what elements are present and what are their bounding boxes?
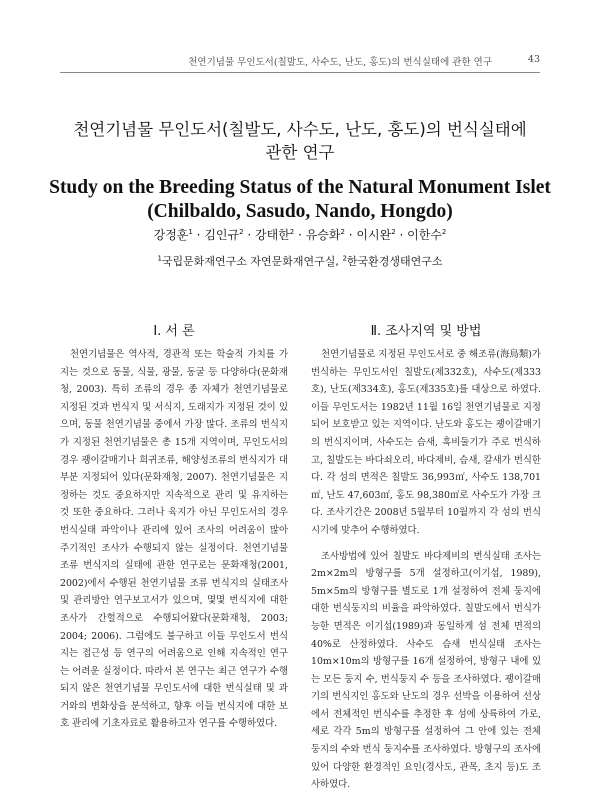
column-left bbox=[60, 346, 288, 733]
author-mark: 2 bbox=[239, 228, 244, 236]
title-english bbox=[30, 176, 570, 224]
running-title: 천연기념물 무인도서(칠발도, 사수도, 난도, 홍도)의 번식실태에 관한 연구 bbox=[188, 57, 492, 68]
author-name: 강정훈 bbox=[153, 228, 189, 242]
author-mark: 2 bbox=[340, 228, 345, 236]
body-paragraph: 조사방법에 있어 칠발도 바다제비의 번식실태 조사는 2m×2m의 방형구를 5개 설정하고(이기섭, 1989), 5m×5m의 방형구를 별도로 1개 설정하여 전체 둥지에 대한 번식둥지의 비율을 파악하였다. 칠발도에서 번식가능한 면적은 이기섭(1989)과 동일하게 섬 전체 면적의 40%로 산정하였다. 사수도 슴새 번식실태 조사는 10m×10m의 방형구를 16개 설정하여, 방형구 내에 있는 모든 둥지 수, 번식둥지 수 등을 조사하였다. 괭이갈매기의 번식지인 홍도와 난도의 경우 선박을 이용하여 선상에서 전체적인 번식수를 추정한 후 섬에 상륙하여 가로, 세로 각각 5m의 방형구를 설정하여 그 안에 있는 전체 둥지의 수와 번식 둥지수를 조사하였다. 방형구의 조사에 있어 다양한 환경적인 요인(경사도, 관목, 초지 등)도 조사하였다. bbox=[311, 550, 541, 791]
author-mark: 1 bbox=[188, 228, 193, 236]
title-korean-line2: 관한 연구 bbox=[265, 143, 335, 162]
title-korean-line1: 천연기념물 무인도서(칠발도, 사수도, 난도, 홍도)의 번식실태에 bbox=[73, 120, 527, 139]
page-number: 43 bbox=[527, 54, 540, 65]
column-right bbox=[311, 346, 541, 794]
author-separator: · bbox=[294, 228, 306, 242]
title-korean bbox=[40, 118, 560, 164]
author-separator: · bbox=[192, 228, 205, 242]
title-english-line1: Study on the Breeding Status of the Natural Monument Islet bbox=[49, 177, 551, 198]
author-mark: 2 bbox=[391, 228, 396, 236]
body-paragraph: 천연기념물은 역사적, 경관적 또는 학술적 가치를 가지는 것으로 동물, 식물, 광물, 동굴 등 다양하다(문화재청, 2003). 특히 조류의 경우 종 자체가 천연기념물로 지정된 것과 번식지 및 서식지, 도래지가 지정된 것이 있으며, 동물 천연기념물 중에서 가장 많다. 조류의 번식지가 지정된 천연기념물은 총 15개 지역이며, 무인도서의 경우 괭이갈매기나 희귀조류, 해양성조류의 번식지가 대부분 지정되어 있다(문화재청, 2007). 천연기념물은 지정하는 것도 중요하지만 지속적으로 관리 및 유지하는 것 또한 중요하다. 그러나 육지가 아닌 무인도서의 경우 번식실태 파악이나 관리에 있어 조사의 어려움이 많아 주기적인 조사가 수행되지 않는 실정이다. 천연기념물 조류 번식지의 실태에 관한 연구로는 문화재청(2001, 2002)에서 수행된 천연기념물 조류 번식지의 실태조사 및 관리방안 연구보고서가 있으며, 몇몇 번식지에 대한 조사가 간헐적으로 수행되어왔다(문화재청, 2003; 2004; 2006). 그럼에도 불구하고 이들 무인도서 번식지는 접근성 등 연구의 어려움으로 인해 지속적인 연구는 어려운 실정이다. 따라서 본 연구는 최근 연구가 수행되지 않은 천연기념물 무인도서에 대한 번식실태 및 과거와의 변화상을 분석하고, 향후 이들 번식지에 대한 보호 관리에 기초자료로 활용하고자 연구를 수행하였다. bbox=[60, 349, 288, 730]
author-separator: · bbox=[395, 228, 408, 242]
affiliation-mark: 2 bbox=[342, 254, 347, 263]
author-separator: · bbox=[344, 228, 357, 242]
author-mark: 2 bbox=[289, 228, 295, 236]
author-name: 이한수 bbox=[407, 228, 442, 242]
body-paragraph: 천연기념물로 지정된 무인도서로 중 해조류(海鳥類)가 번식하는 무인도서인 칠발도(제332호), 사수도(제333호), 난도(제334호), 홍도(제335호)를 대상으로 하였다. 이들 무인도서는 1982년 11월 16일 천연기념물로 지정되어 보호받고 있는 지역이다. 난도와 홍도는 괭이갈매기의 번식지이며, 사수도는 슴새, 흑비둘기가 주로 번식하고, 칠발도는 바다쇠오리, 바다제비, 슴새, 칼새가 번식한다. 각 섬의 면적은 칠발도 36,993㎡, 사수도 138,701㎡, 난도 47,603㎡, 홍도 98,380㎡로 사수도가 가장 크다. 조사기간은 2008년 5월부터 10월까지 각 섬의 번식시기에 맞추어 수행하였다. bbox=[311, 349, 541, 536]
author-name: 유승화 bbox=[305, 228, 341, 242]
author-mark: 2 bbox=[441, 228, 447, 236]
section-heading-methods: Ⅱ. 조사지역 및 방법 bbox=[370, 324, 482, 339]
author-list bbox=[40, 226, 560, 243]
affiliations bbox=[40, 253, 560, 269]
affiliation-mark: 1 bbox=[157, 254, 162, 263]
author-name: 김인규 bbox=[204, 228, 240, 242]
author-name: 강태한 bbox=[255, 228, 290, 242]
author-name: 이시완 bbox=[356, 228, 392, 242]
affiliation-text: 한국환경생태연구소 bbox=[346, 255, 443, 268]
affiliation-text: 국립문화재연구소 자연문화재연구실, bbox=[161, 255, 339, 268]
section-heading-introduction: Ⅰ. 서 론 bbox=[153, 324, 195, 339]
running-header bbox=[60, 54, 540, 73]
title-english-line2: (Chilbaldo, Sasudo, Nando, Hongdo) bbox=[147, 201, 453, 222]
author-separator: · bbox=[243, 228, 256, 242]
